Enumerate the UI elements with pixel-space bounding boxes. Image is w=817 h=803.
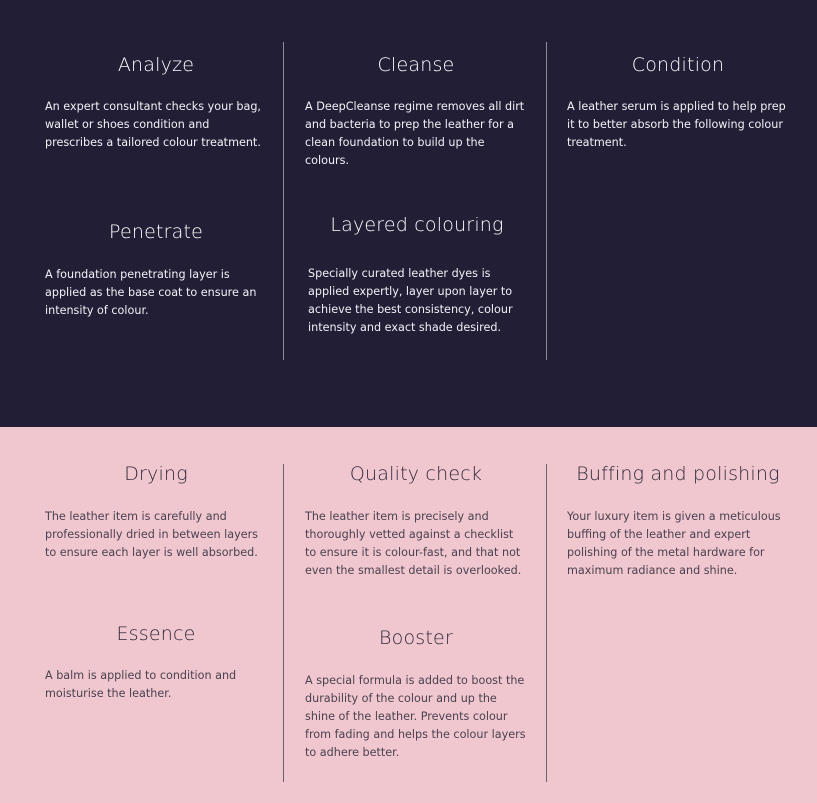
step-description: A special formula is added to boost the durability of the colour and up the shine of the leather. Prevents colour from fading and helps the colour layers to adhere better. <box>305 674 526 759</box>
step-quality-check <box>305 462 527 580</box>
step-title: Condition <box>631 54 725 76</box>
step-description: The leather item is carefully and professionally dried in between layers to ensure each layer is well absorbed. <box>45 510 259 559</box>
step-analyze <box>45 53 267 152</box>
step-title: Penetrate <box>108 221 204 243</box>
step-title: Quality check <box>349 463 483 485</box>
step-description: The leather item is precisely and thoroughly vetted against a checklist to ensure it is colour-fast, and that not even the smallest detail is overlooked. <box>305 510 522 577</box>
step-title: Drying <box>124 463 188 485</box>
step-penetrate <box>45 220 267 320</box>
step-condition <box>567 53 789 152</box>
step-description: A foundation penetrating layer is applied as the base coat to ensure an intensity of colour. <box>45 268 257 317</box>
step-title: Analyze <box>117 54 195 76</box>
step-cleanse <box>305 53 527 170</box>
step-description: Your luxury item is given a meticulous buffing of the leather and expert polishing of the metal hardware for maximum radiance and shine. <box>567 510 781 577</box>
column-divider <box>283 42 284 360</box>
step-title: Essence <box>116 623 196 645</box>
step-essence <box>45 622 267 703</box>
step-title: Booster <box>379 627 453 649</box>
step-title: Buffing and polishing <box>576 463 780 485</box>
step-title: Layered colouring <box>330 214 504 236</box>
step-description: An expert consultant checks your bag, wallet or shoes condition and prescribes a tailored colour treatment. <box>45 100 261 149</box>
step-drying <box>45 462 267 562</box>
step-description: A balm is applied to condition and moisturise the leather. <box>45 669 237 700</box>
step-description: A DeepCleanse regime removes all dirt and bacteria to prep the leather for a clean foundation to build up the colours. <box>305 100 525 167</box>
column-divider <box>546 42 547 360</box>
step-booster <box>305 626 527 762</box>
step-description: Specially curated leather dyes is applied expertly, layer upon layer to achieve the best consistency, colour intensity and exact shade desired. <box>308 267 513 334</box>
process-section-pink <box>0 427 817 803</box>
column-divider <box>546 464 547 782</box>
step-layered-colouring <box>308 213 526 337</box>
step-buffing-polishing <box>567 462 789 580</box>
step-description: A leather serum is applied to help prep it to better absorb the following colour treatment. <box>567 100 786 149</box>
column-divider <box>283 464 284 782</box>
step-title: Cleanse <box>377 54 455 76</box>
